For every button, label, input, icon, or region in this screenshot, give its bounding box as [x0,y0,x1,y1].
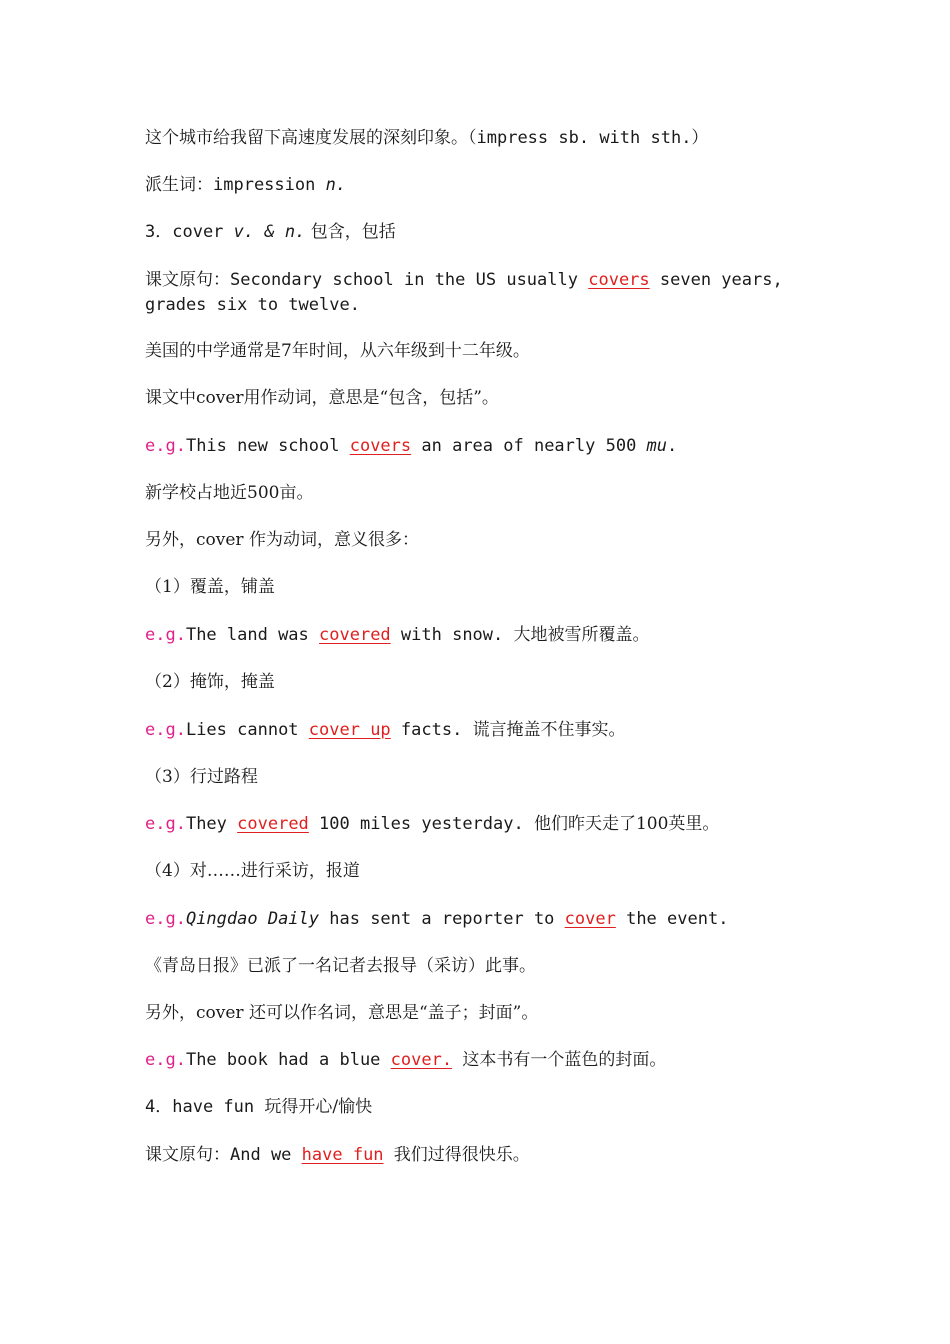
english-text: has sent a reporter to [319,909,565,929]
english-text: Secondary school in the US usually [230,270,589,290]
part-of-speech: v. & n. [233,222,306,242]
eg-marker: e.g. [145,720,186,740]
translation-line: 《青岛日报》已派了一名记者去报导（采访）此事。 [145,956,536,976]
english-text [384,1145,394,1165]
highlighted-word: cover up [308,720,391,740]
english-text: This new school [185,436,350,456]
english-text: The book had a blue [185,1050,391,1070]
eg-marker: e.g. [145,1050,186,1070]
eg-marker: e.g. [145,436,186,456]
example-line [145,434,677,459]
meaning-item: （1）覆盖，铺盖 [145,577,275,597]
chinese-text: 课文原句： [145,270,230,290]
heading-term: 3．cover [145,222,234,242]
sentence-impress [145,126,708,151]
example-line [145,623,650,648]
eg-marker: e.g. [145,625,186,645]
chinese-text: 他们昨天走了100英里。 [533,814,720,834]
english-text: seven years, grades six to twelve. [145,270,783,315]
chinese-text: 我们过得很快乐。 [393,1145,530,1165]
english-text: And we [230,1145,302,1165]
translation-line: 美国的中学通常是7年时间，从六年级到十二年级。 [145,341,530,361]
punctuation: . [667,436,678,456]
chinese-text: 玩得开心/愉快 [264,1097,373,1117]
meaning-item: （4）对……进行采访，报道 [145,861,360,881]
eg-marker: e.g. [145,909,186,929]
highlighted-word: cover. [390,1050,453,1070]
meaning-item: （2）掩饰，掩盖 [145,672,275,692]
heading-cover [145,220,396,245]
highlighted-word: covers [349,436,412,456]
highlighted-word: cover [564,909,616,929]
example-line [145,1048,666,1073]
chinese-text: 大地被雪所覆盖。 [513,625,650,645]
explanation-line: 另外，cover 作为动词，意义很多： [145,530,419,550]
chinese-text: 这本书有一个蓝色的封面。 [462,1050,667,1070]
highlighted-word: covered [237,814,309,834]
text-quote-have-fun [145,1143,530,1168]
english-text [452,1050,462,1070]
english-text: 100 miles yesterday. [308,814,534,834]
english-text: with snow. [390,625,514,645]
heading-term: 4．have fun [145,1097,265,1117]
english-text: facts. [390,720,473,740]
chinese-text: 课文原句： [145,1145,230,1165]
chinese-text: 这个城市给我留下高速度发展的深刻印象。 [145,128,468,148]
explanation-line: 另外，cover 还可以作名词，意思是“盖子；封面”。 [145,1003,539,1023]
highlighted-word: have fun [301,1145,384,1165]
example-line [145,812,719,837]
english-text: the event. [615,909,729,929]
chinese-text: 包含，包括 [305,222,396,242]
english-text: They [185,814,238,834]
eg-marker: e.g. [145,814,186,834]
heading-have-fun [145,1095,372,1120]
english-text: （impress sb. with sth.） [468,128,709,148]
derivative-line [145,173,346,198]
example-line [145,718,626,743]
text-quote-cover [145,268,785,318]
chinese-text: 派生词： [145,175,213,195]
english-text: an area of nearly 500 [411,436,647,456]
english-text: The land was [185,625,320,645]
english-text: Lies cannot [185,720,309,740]
meaning-item: （3）行过路程 [145,767,258,787]
italic-word: mu [646,436,668,456]
english-text: impression [213,175,326,195]
part-of-speech: n. [325,175,347,195]
explanation-line: 课文中cover用作动词，意思是“包含，包括”。 [145,388,499,408]
highlighted-word: covers [588,270,650,290]
highlighted-word: covered [319,625,391,645]
chinese-text: 谎言掩盖不住事实。 [472,720,626,740]
italic-word: Qingdao Daily [185,909,320,929]
example-line [145,907,728,932]
translation-line: 新学校占地近500亩。 [145,483,314,503]
